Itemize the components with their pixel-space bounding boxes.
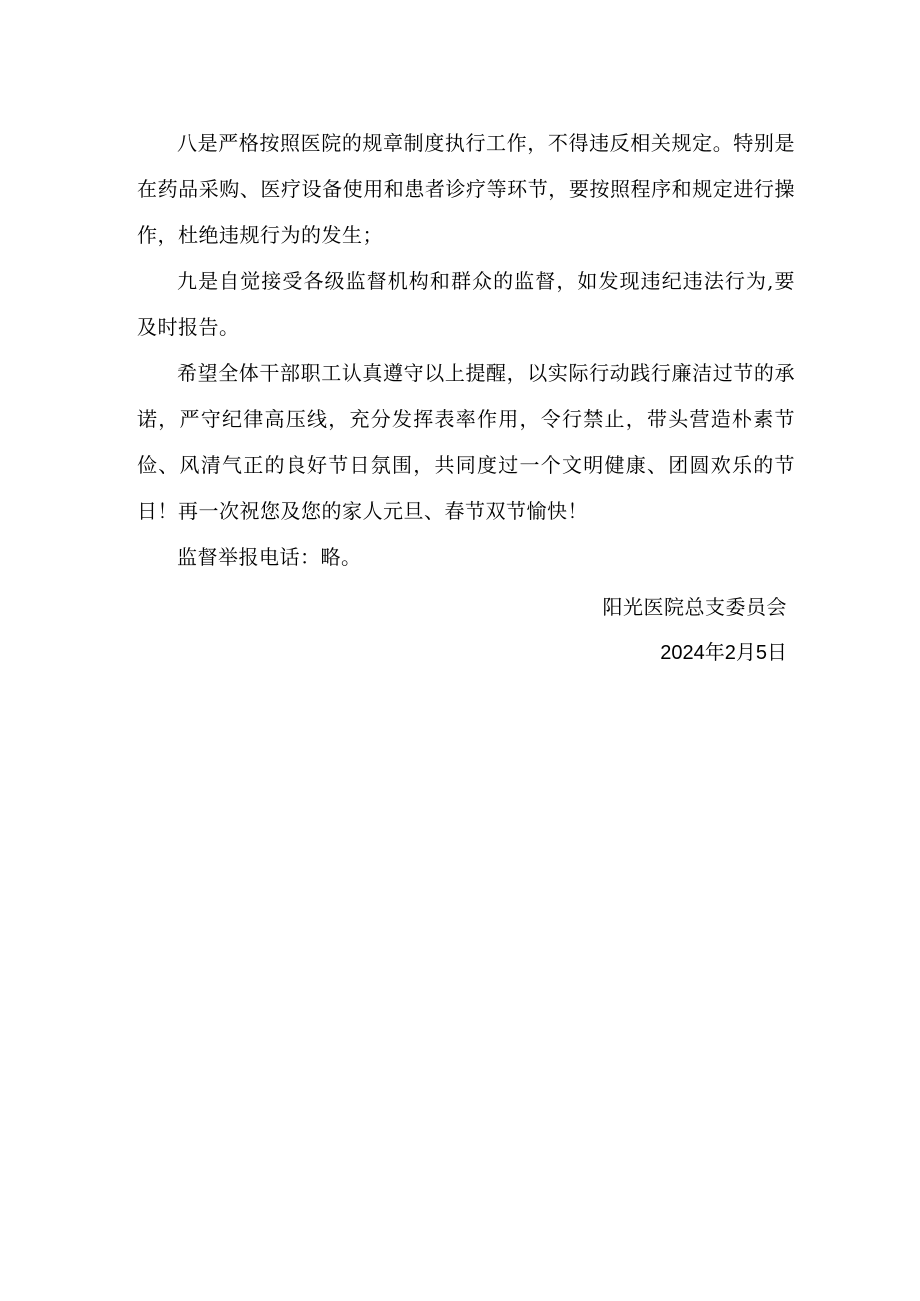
date: 2024年2月5日 <box>660 642 787 664</box>
paragraph-nine: 九是自觉接受各级监督机构和群众的监督，如发现违纪违法行为,要及时报告。 <box>137 269 795 339</box>
paragraph-hotline: 监督举报电话：略。 <box>177 545 362 569</box>
signature: 阳光医院总支委员会 <box>602 595 787 619</box>
paragraph-eight: 八是严格按照医院的规章制度执行工作，不得违反相关规定。特别是在药品采购、医疗设备使用和患者诊疗等环节，要按照程序和规定进行操作，杜绝违规行为的发生； <box>137 131 795 247</box>
paragraph-closing: 希望全体干部职工认真遵守以上提醒，以实际行动践行廉洁过节的承诺，严守纪律高压线，充分发挥表率作用，令行禁止，带头营造朴素节俭、风清气正的良好节日氛围，共同度过一个文明健康、团圆欢乐的节日！再一次祝您及您的家人元旦、春节双节愉快！ <box>137 361 795 523</box>
document-body <box>137 120 795 676</box>
